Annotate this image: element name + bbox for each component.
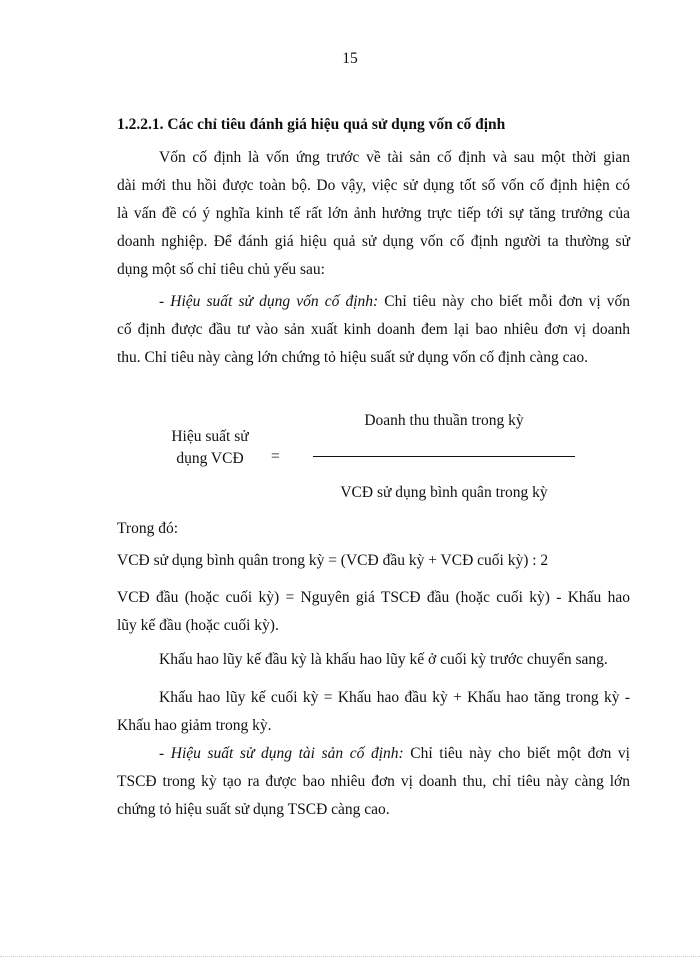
text-line: VCĐ đầu (hoặc cuối kỳ) = Nguyên giá TSCĐ đầu (hoặc cuối kỳ) - Khấu hao [117,589,630,606]
vcd-average-line: VCĐ sử dụng bình quân trong kỳ = (VCĐ đầu kỳ + VCĐ cuối kỳ) : 2 [117,552,549,569]
paragraph-intro [117,144,630,284]
text-line: Khấu hao giảm trong kỳ. [117,717,272,734]
text-line: lũy kế đầu (hoặc cuối kỳ). [117,617,279,634]
text-line [117,740,630,768]
formula-equals: = [271,448,280,465]
text-line: doanh nghiệp. Để đánh giá hiệu quả sử dụng vốn cố định người ta thường sử [117,233,630,250]
text-line [117,288,630,316]
formula-left-line: Hiệu suất sử [171,428,249,445]
khau-hao-dau-ky-line: Khấu hao lũy kế đầu kỳ là khấu hao lũy kế ở cuối kỳ trước chuyển sang. [159,651,608,668]
paragraph-khau-hao-cuoi-ky [117,684,630,740]
formula-left-side [155,426,265,470]
paragraph-tscd-efficiency [117,740,630,824]
text-line: dụng một số chỉ tiêu chủ yếu sau: [117,261,325,278]
text-line: TSCĐ trong kỳ tạo ra được bao nhiêu đơn vị doanh thu, chỉ tiêu này càng lớn [117,773,630,790]
formula-left-line: dụng VCĐ [176,450,244,467]
text-line: cố định được đầu tư vào sản xuất kinh doanh đem lại bao nhiêu đơn vị doanh [117,321,630,338]
formula-numerator: Doanh thu thuần trong kỳ [364,412,524,429]
text-line: dài mới thu hồi được toàn bộ. Do vậy, việc sử dụng tốt số vốn cố định hiện có [117,177,630,194]
text-span: Chỉ tiêu này cho biết mỗi đơn vị vốn [378,293,630,310]
italic-term: - Hiệu suất sử dụng vốn cố định: [159,293,379,310]
text-line: là vấn đề có ý nghĩa kinh tế rất lớn ảnh hưởng trực tiếp tới sự tăng trưởng của [117,205,630,222]
text-line: thu. Chỉ tiêu này càng lớn chứng tỏ hiệu suất sử dụng vốn cố định càng cao. [117,349,588,366]
section-heading: 1.2.2.1. Các chỉ tiêu đánh giá hiệu quả sử dụng vốn cố định [117,116,506,133]
italic-term: - Hiệu suất sử dụng tài sản cố định: [159,745,404,762]
fraction-bar [313,456,575,457]
page-number: 15 [342,50,358,67]
page-bottom-divider [0,956,700,957]
paragraph-vcd-efficiency [117,288,630,372]
trong-do-label: Trong đó: [117,520,179,537]
paragraph-vcd-dau [117,584,630,640]
formula-denominator: VCĐ sử dụng bình quân trong kỳ [340,484,548,501]
text-line: Khấu hao lũy kế cuối kỳ = Khấu hao đầu kỳ + Khấu hao tăng trong kỳ - [159,689,630,706]
text-line: chứng tỏ hiệu suất sử dụng TSCĐ càng cao. [117,801,390,818]
text-line: Vốn cố định là vốn ứng trước về tài sản cố định và sau một thời gian [159,149,630,166]
text-span: Chỉ tiêu này cho biết một đơn vị [403,745,630,762]
